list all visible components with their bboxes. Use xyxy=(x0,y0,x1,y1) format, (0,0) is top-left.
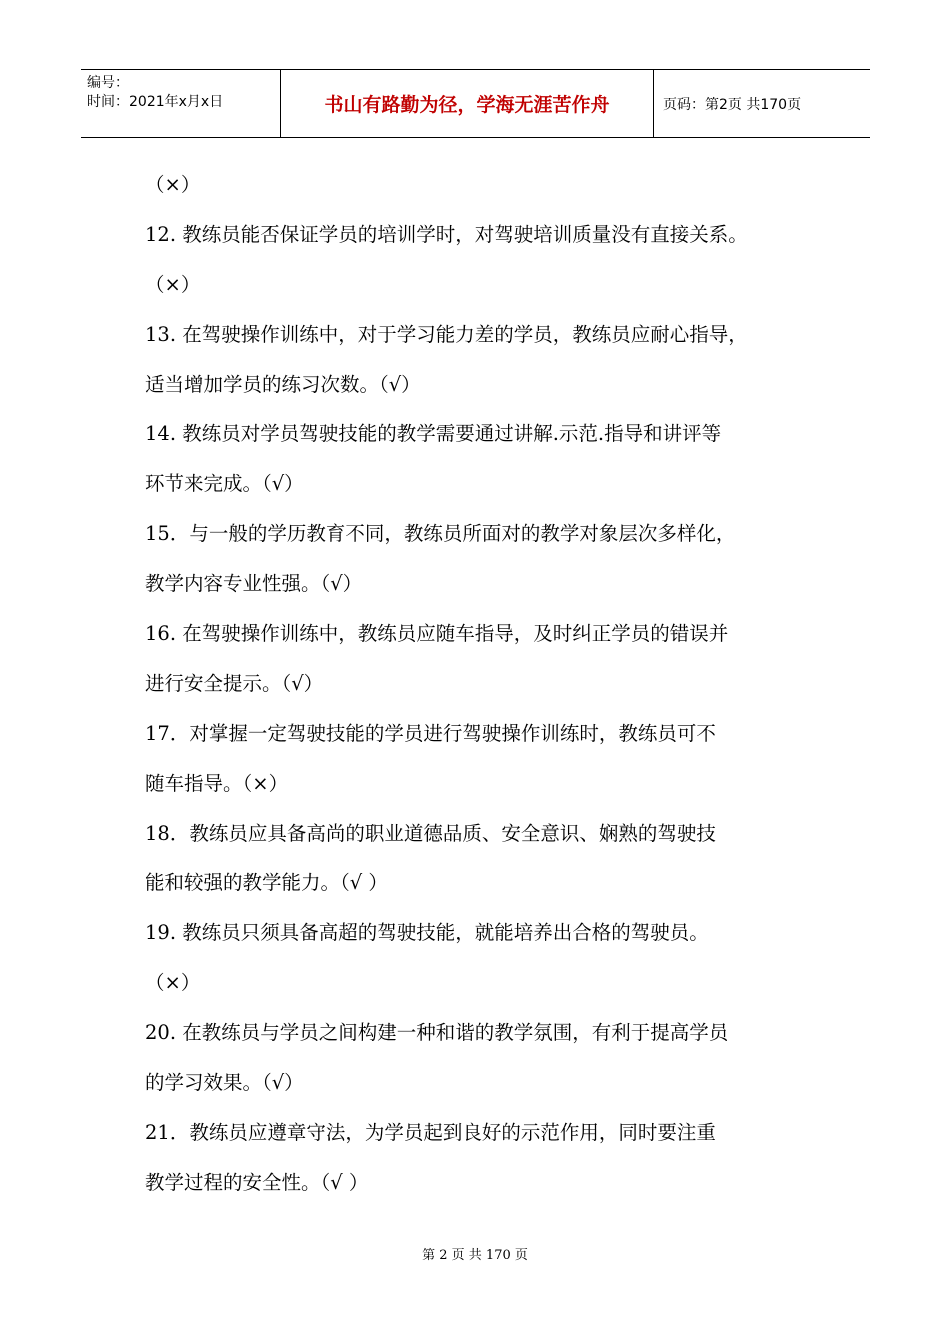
text-line: 18．教练员应具备高尚的职业道德品质、安全意识、娴熟的驾驶技 xyxy=(145,821,716,845)
text-line: （×） xyxy=(145,971,201,995)
text-line: 17．对掌握一定驾驶技能的学员进行驾驶操作训练时，教练员可不 xyxy=(145,721,716,745)
page-header xyxy=(81,69,870,138)
page-footer: 第 2 页 共 170 页 xyxy=(422,1248,528,1263)
date-label: 时间：2021年x月x日 xyxy=(87,94,224,110)
text-line: 16. 在驾驶操作训练中，教练员应随车指导，及时纠正学员的错误并 xyxy=(145,622,729,646)
text-line: 适当增加学员的练习次数。（√） xyxy=(145,372,421,396)
text-line: 能和较强的教学能力。（√ ） xyxy=(145,871,388,895)
serial-label: 编号： xyxy=(87,75,129,91)
text-line: 的学习效果。（√） xyxy=(145,1071,304,1095)
text-line: 21．教练员应遵章守法，为学员起到良好的示范作用，同时要注重 xyxy=(145,1120,716,1144)
text-line: 15．与一般的学历教育不同，教练员所面对的教学对象层次多样化， xyxy=(145,522,736,546)
text-line: 12. 教练员能否保证学员的培训学时，对驾驶培训质量没有直接关系。 xyxy=(145,222,748,246)
text-line: 进行安全提示。（√） xyxy=(145,671,324,695)
text-line: 随车指导。（×） xyxy=(145,771,289,795)
text-line: 14. 教练员对学员驾驶技能的教学需要通过讲解.示范.指导和讲评等 xyxy=(145,422,722,446)
text-line: 13. 在驾驶操作训练中，对于学习能力差的学员，教练员应耐心指导， xyxy=(145,322,748,346)
text-line: 环节来完成。（√） xyxy=(145,472,304,496)
header-page-info: 页码：第2页 共170页 xyxy=(663,96,802,113)
text-line: 19. 教练员只须具备高超的驾驶技能，就能培养出合格的驾驶员。 xyxy=(145,921,709,945)
text-line: （×） xyxy=(145,272,201,296)
header-left-cell xyxy=(81,70,281,137)
text-line: （×） xyxy=(145,173,201,196)
text-line: 20. 在教练员与学员之间构建一种和谐的教学氛围，有利于提高学员 xyxy=(145,1021,729,1045)
text-line: 教学过程的安全性。（√ ） xyxy=(145,1170,369,1194)
text-line: 教学内容专业性强。（√） xyxy=(145,572,363,596)
header-motto: 书山有路勤为径，学海无涯苦作舟 xyxy=(281,70,654,137)
document-body xyxy=(145,160,825,1208)
